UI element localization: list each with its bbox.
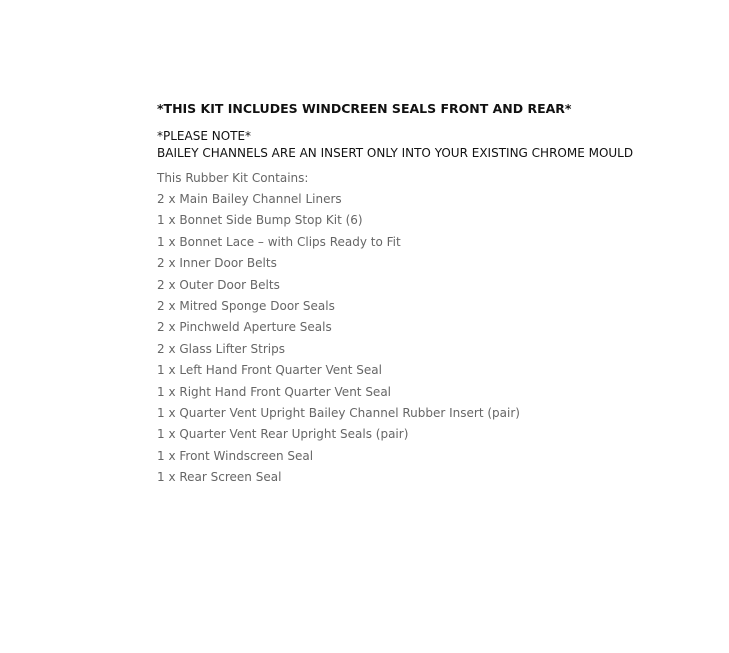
list-item: 1 x Left Hand Front Quarter Vent Seal [157, 363, 382, 378]
list-item: 2 x Main Bailey Channel Liners [157, 192, 342, 206]
list-item: 1 x Quarter Vent Upright Bailey Channel Rubber Insert (pair) [157, 406, 520, 421]
list-item: 1 x Front Windscreen Seal [157, 448, 314, 463]
kit-contents-list [157, 189, 717, 489]
kit-headline: *THIS KIT INCLUDES WINDCREEN SEALS FRONT AND REAR* [157, 101, 572, 116]
please-note-text: BAILEY CHANNELS ARE AN INSERT ONLY INTO YOUR EXISTING CHROME MOULD [157, 146, 634, 160]
please-note-label: *PLEASE NOTE* [157, 129, 252, 143]
list-item: 1 x Rear Screen Seal [157, 470, 282, 485]
list-item: 1 x Right Hand Front Quarter Vent Seal [157, 384, 392, 399]
kit-contents-intro: This Rubber Kit Contains: [157, 171, 309, 185]
list-item: 2 x Outer Door Belts [157, 277, 280, 292]
list-item: 1 x Bonnet Side Bump Stop Kit (6) [157, 213, 363, 228]
list-item: 2 x Inner Door Belts [157, 256, 277, 271]
list-item: 1 x Quarter Vent Rear Upright Seals (pair) [157, 427, 409, 442]
list-item: 2 x Pinchweld Aperture Seals [157, 320, 332, 335]
list-item: 2 x Mitred Sponge Door Seals [157, 299, 335, 314]
list-item: 1 x Bonnet Lace – with Clips Ready to Fit [157, 234, 401, 249]
list-item: 2 x Glass Lifter Strips [157, 341, 285, 356]
product-description [157, 100, 717, 489]
please-note-block [157, 128, 717, 162]
